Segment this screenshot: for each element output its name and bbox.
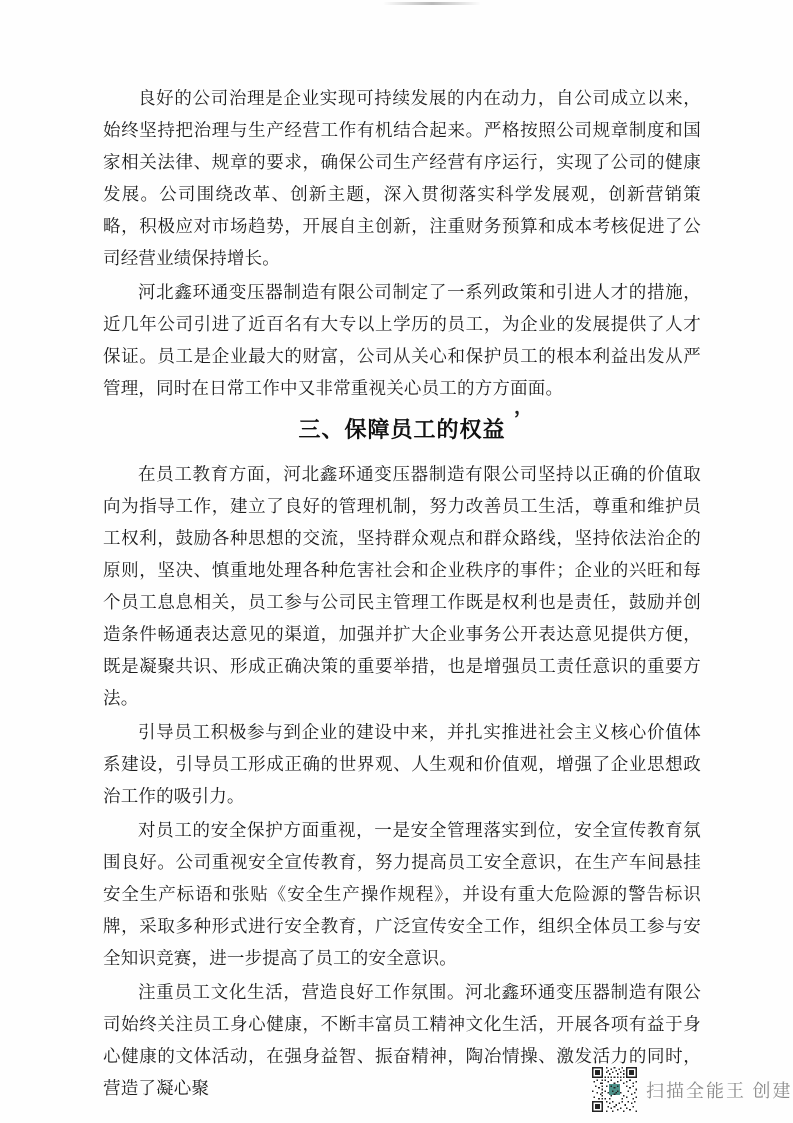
paragraph: 河北鑫环通变压器制造有限公司制定了一系列政策和引进人才的措施，近几年公司引进了近百名有大专以上学历的员工，为企业的发展提供了人才保证。员工是企业最大的财富，公司从关心和保护员工的根本利益出发从严管理，同时在日常工作中又非常重视关心员工的方方面面。 [103, 282, 701, 398]
paragraph: 注重员工文化生活，营造良好工作氛围。河北鑫环通变压器制造有限公司始终关注员工身心健康，不断丰富员工精神文化生活，开展各项有益于身心健康的文体活动，在强身益智、振奋精神，陶冶情操、激发活力的同时，营造了凝心聚 [103, 982, 701, 1098]
section-heading: 三、保障员工的权益 [298, 417, 506, 442]
camscanner-watermark [592, 1067, 793, 1112]
paragraph: 对员工的安全保护方面重视，一是安全管理落实到位，安全宣传教育氛围良好。公司重视安全宣传教育，努力提高员工安全意识，在生产车间悬挂安全生产标语和张贴《安全生产操作规程》，并设有重大危险源的警告标识牌，采取多种形式进行安全教育，广泛宣传安全工作，组织全体员工参与安全知识竞赛，进一步提高了员工的安全意识。 [103, 820, 701, 968]
scan-artifact-smudge [383, 2, 481, 5]
watermark-label: 扫描全能王 创建 [646, 1080, 793, 1101]
document-body [103, 82, 701, 1104]
paragraph: 良好的公司治理是企业实现可持续发展的内在动力，自公司成立以来，始终坚持把治理与生产经营工作有机结合起来。严格按照公司规章制度和国家相关法律、规章的要求，确保公司生产经营有序运行，实现了公司的健康发展。公司围绕改革、创新主题，深入贯彻落实科学发展观，创新营销策略，积极应对市场趋势，开展自主创新，注重财务预算和成本考核促进了公司经营业绩保持增长。 [103, 88, 701, 268]
paragraph: 在员工教育方面，河北鑫环通变压器制造有限公司坚持以正确的价值取向为指导工作，建立了良好的管理机制，努力改善员工生活，尊重和维护员工权利，鼓励各种思想的交流，坚持群众观点和群众路线，坚持依法治企的原则，坚决、慎重地处理各种危害社会和企业秩序的事件；企业的兴旺和每个员工息息相关，员工参与公司民主管理工作既是权利也是责任，鼓励并创造条件畅通表达意见的渠道，加强并扩大企业事务公开表达意见提供方便，既是凝聚共识、形成正确决策的重要举措，也是增强员工责任意识的重要方法。 [103, 464, 701, 708]
paragraph: 引导员工积极参与到企业的建设中来，并扎实推进社会主义核心价值体系建设，引导员工形成正确的世界观、人生观和价值观，增强了企业思想政治工作的吸引力。 [103, 722, 701, 806]
qr-code-icon [592, 1067, 637, 1112]
scan-artifact-mark: ， [514, 397, 534, 418]
